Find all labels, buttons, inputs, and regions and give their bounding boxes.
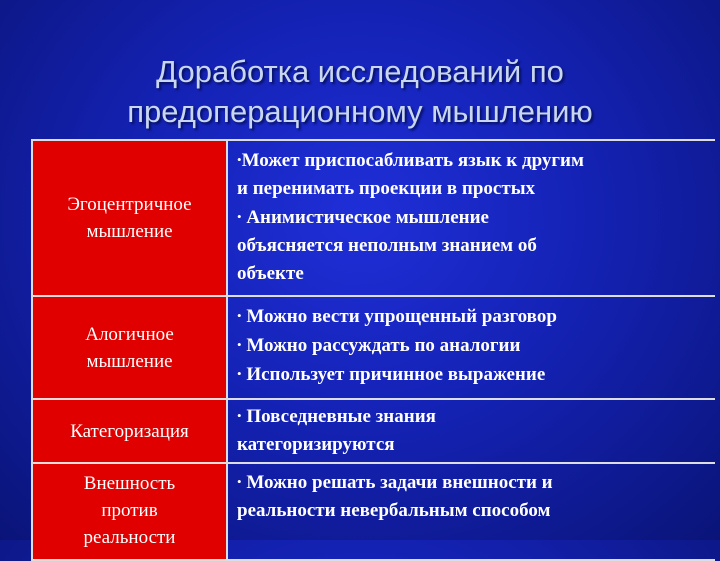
description-line: реальности невербальным способом (237, 500, 551, 521)
row-description (228, 297, 715, 400)
description-line: • Можно решать задачи внешности и (237, 472, 553, 493)
label-line: Внешность (83, 473, 176, 494)
row-description (228, 141, 715, 297)
table-row (33, 400, 715, 464)
label-line: мышление (86, 350, 173, 372)
description-line: и перенимать проекции в простых (237, 178, 536, 199)
label-line: мышление (86, 221, 173, 242)
label-line: Категоризация (70, 420, 189, 442)
title-line-2: предоперационному мышлению (127, 94, 593, 129)
description-line: • Использует причинное выражение (237, 364, 546, 385)
label-line: Эгоцентричное (67, 194, 192, 215)
description-line: категоризируются (237, 434, 395, 455)
row-label-egocentric (33, 141, 228, 297)
title-line-1: Доработка исследований по (156, 54, 564, 89)
description-line: • Повседневные знания (237, 406, 436, 427)
description-line: объекте (237, 263, 304, 284)
table-row (33, 141, 715, 297)
table-row (33, 464, 715, 561)
row-description (228, 400, 715, 464)
row-label-categorization (33, 400, 228, 464)
description-line: • Можно вести упрощенный разговор (237, 306, 557, 327)
label-line: Алогичное (85, 323, 174, 345)
bullet-icon: • (237, 209, 242, 224)
description-line: объясняется неполным знанием об (237, 235, 537, 256)
description-line: • Анимистическое мышление (237, 207, 489, 228)
bullet-icon: • (237, 474, 242, 489)
label-line: реальности (83, 527, 176, 548)
bullet-icon: • (237, 337, 242, 352)
table-row (33, 297, 715, 400)
description-line: •Может приспосабливать язык к другим (237, 150, 584, 171)
row-label-alogical (33, 297, 228, 400)
bullet-icon: • (237, 408, 242, 423)
label-line: против (101, 500, 158, 521)
comparison-table (31, 139, 715, 561)
description-line: • Можно рассуждать по аналогии (237, 335, 521, 356)
bullet-icon: • (237, 152, 242, 167)
bullet-icon: • (237, 366, 242, 381)
row-description (228, 464, 715, 561)
slide-title (0, 52, 720, 132)
bullet-icon: • (237, 308, 242, 323)
row-label-appearance-reality (33, 464, 228, 561)
